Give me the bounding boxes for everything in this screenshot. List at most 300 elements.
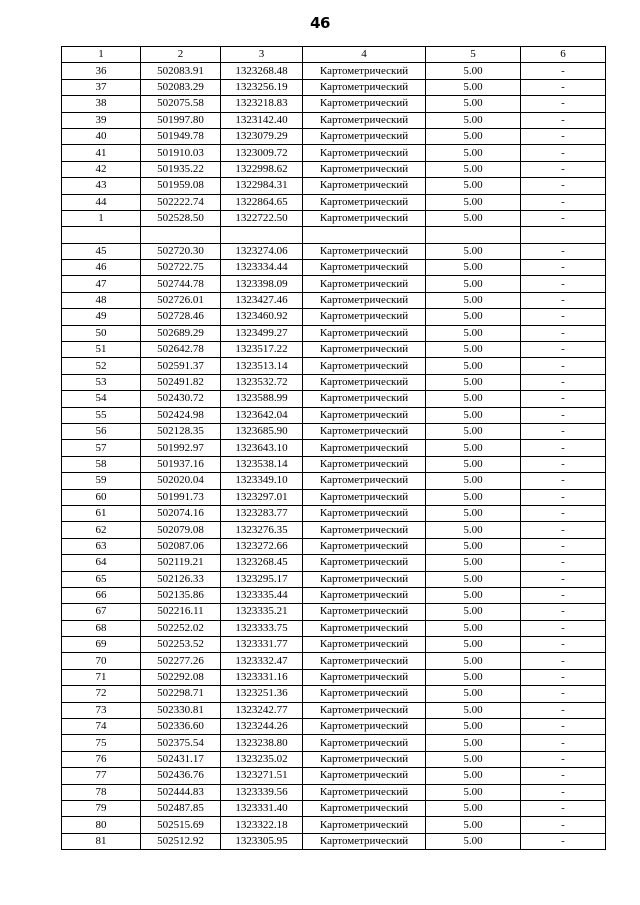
method-cell: Картометрический — [303, 800, 426, 816]
table-row — [62, 276, 606, 292]
y-coordinate-cell: 1323009.72 — [221, 145, 303, 161]
point-number-cell: 69 — [62, 637, 141, 653]
point-number-cell: 68 — [62, 620, 141, 636]
accuracy-cell: 5.00 — [426, 374, 521, 390]
table-row — [62, 522, 606, 538]
accuracy-cell: 5.00 — [426, 637, 521, 653]
point-number-cell: 53 — [62, 374, 141, 390]
y-coordinate-cell: 1323331.16 — [221, 669, 303, 685]
point-number-cell: 60 — [62, 489, 141, 505]
method-cell: Картометрический — [303, 161, 426, 177]
note-cell: - — [521, 309, 606, 325]
accuracy-cell: 5.00 — [426, 342, 521, 358]
table-row — [62, 456, 606, 472]
point-number-cell: 81 — [62, 833, 141, 849]
x-coordinate-cell: 502444.83 — [141, 784, 221, 800]
method-cell: Картометрический — [303, 96, 426, 112]
table-row — [62, 440, 606, 456]
column-header-5: 5 — [426, 47, 521, 63]
accuracy-cell: 5.00 — [426, 473, 521, 489]
note-cell: - — [521, 571, 606, 587]
method-cell: Картометрический — [303, 456, 426, 472]
y-coordinate-cell: 1323398.09 — [221, 276, 303, 292]
method-cell: Картометрический — [303, 342, 426, 358]
method-cell: Картометрический — [303, 325, 426, 341]
table-row — [62, 473, 606, 489]
accuracy-cell: 5.00 — [426, 161, 521, 177]
method-cell: Картометрический — [303, 473, 426, 489]
table-row — [62, 391, 606, 407]
note-cell: - — [521, 342, 606, 358]
method-cell: Картометрический — [303, 604, 426, 620]
x-coordinate-cell: 502298.71 — [141, 686, 221, 702]
y-coordinate-cell: 1322722.50 — [221, 210, 303, 226]
accuracy-cell: 5.00 — [426, 768, 521, 784]
y-coordinate-cell: 1322984.31 — [221, 178, 303, 194]
note-cell: - — [521, 325, 606, 341]
method-cell: Картометрический — [303, 128, 426, 144]
note-cell: - — [521, 686, 606, 702]
note-cell: - — [521, 604, 606, 620]
point-number-cell: 47 — [62, 276, 141, 292]
note-cell: - — [521, 669, 606, 685]
point-number-cell: 49 — [62, 309, 141, 325]
accuracy-cell: 5.00 — [426, 243, 521, 259]
y-coordinate-cell: 1323268.45 — [221, 555, 303, 571]
note-cell: - — [521, 358, 606, 374]
method-cell: Картометрический — [303, 440, 426, 456]
note-cell: - — [521, 817, 606, 833]
method-cell: Картометрический — [303, 505, 426, 521]
method-cell: Картометрический — [303, 407, 426, 423]
table-row — [62, 555, 606, 571]
note-cell — [521, 227, 606, 243]
point-number-cell: 74 — [62, 719, 141, 735]
accuracy-cell: 5.00 — [426, 292, 521, 308]
y-coordinate-cell: 1323218.83 — [221, 96, 303, 112]
accuracy-cell: 5.00 — [426, 620, 521, 636]
y-coordinate-cell: 1323349.10 — [221, 473, 303, 489]
point-number-cell: 37 — [62, 79, 141, 95]
point-number-cell: 40 — [62, 128, 141, 144]
table-row — [62, 374, 606, 390]
accuracy-cell: 5.00 — [426, 669, 521, 685]
note-cell: - — [521, 292, 606, 308]
note-cell: - — [521, 194, 606, 210]
note-cell: - — [521, 440, 606, 456]
method-cell: Картометрический — [303, 587, 426, 603]
table-row — [62, 407, 606, 423]
accuracy-cell: 5.00 — [426, 653, 521, 669]
point-number-cell: 46 — [62, 260, 141, 276]
x-coordinate-cell: 502528.50 — [141, 210, 221, 226]
note-cell: - — [521, 489, 606, 505]
table-row — [62, 128, 606, 144]
point-number-cell: 67 — [62, 604, 141, 620]
method-cell: Картометрический — [303, 702, 426, 718]
method-cell: Картометрический — [303, 210, 426, 226]
point-number-cell: 78 — [62, 784, 141, 800]
accuracy-cell: 5.00 — [426, 309, 521, 325]
point-number-cell: 73 — [62, 702, 141, 718]
x-coordinate-cell: 502074.16 — [141, 505, 221, 521]
accuracy-cell: 5.00 — [426, 260, 521, 276]
table-row — [62, 833, 606, 849]
accuracy-cell: 5.00 — [426, 800, 521, 816]
method-cell: Картометрический — [303, 833, 426, 849]
point-number-cell: 39 — [62, 112, 141, 128]
table-row — [62, 571, 606, 587]
note-cell: - — [521, 522, 606, 538]
x-coordinate-cell: 502436.76 — [141, 768, 221, 784]
point-number-cell: 44 — [62, 194, 141, 210]
x-coordinate-cell: 502126.33 — [141, 571, 221, 587]
accuracy-cell: 5.00 — [426, 817, 521, 833]
table-row — [62, 538, 606, 554]
x-coordinate-cell: 501949.78 — [141, 128, 221, 144]
table-row — [62, 620, 606, 636]
note-cell: - — [521, 407, 606, 423]
x-coordinate-cell: 501991.73 — [141, 489, 221, 505]
method-cell: Картометрический — [303, 292, 426, 308]
point-number-cell: 80 — [62, 817, 141, 833]
column-header-4: 4 — [303, 47, 426, 63]
x-coordinate-cell: 502087.06 — [141, 538, 221, 554]
page-number: 46 — [310, 14, 330, 32]
table-row — [62, 669, 606, 685]
x-coordinate-cell: 502083.91 — [141, 63, 221, 79]
table-row — [62, 604, 606, 620]
y-coordinate-cell: 1323335.44 — [221, 587, 303, 603]
y-coordinate-cell: 1323334.44 — [221, 260, 303, 276]
x-coordinate-cell: 502252.02 — [141, 620, 221, 636]
x-coordinate-cell: 502591.37 — [141, 358, 221, 374]
table-row — [62, 719, 606, 735]
accuracy-cell: 5.00 — [426, 145, 521, 161]
accuracy-cell: 5.00 — [426, 391, 521, 407]
accuracy-cell: 5.00 — [426, 194, 521, 210]
x-coordinate-cell: 502128.35 — [141, 423, 221, 439]
method-cell: Картометрический — [303, 391, 426, 407]
y-coordinate-cell: 1323142.40 — [221, 112, 303, 128]
note-cell: - — [521, 538, 606, 554]
y-coordinate-cell: 1323274.06 — [221, 243, 303, 259]
x-coordinate-cell: 502424.98 — [141, 407, 221, 423]
note-cell: - — [521, 423, 606, 439]
table-row — [62, 112, 606, 128]
point-number-cell: 79 — [62, 800, 141, 816]
y-coordinate-cell: 1323331.40 — [221, 800, 303, 816]
point-number-cell: 77 — [62, 768, 141, 784]
table-row — [62, 784, 606, 800]
table-row — [62, 161, 606, 177]
column-header-3: 3 — [221, 47, 303, 63]
accuracy-cell: 5.00 — [426, 571, 521, 587]
point-number-cell: 57 — [62, 440, 141, 456]
note-cell: - — [521, 637, 606, 653]
point-number-cell: 62 — [62, 522, 141, 538]
point-number-cell: 72 — [62, 686, 141, 702]
accuracy-cell: 5.00 — [426, 735, 521, 751]
table-row — [62, 423, 606, 439]
x-coordinate-cell: 502491.82 — [141, 374, 221, 390]
accuracy-cell: 5.00 — [426, 210, 521, 226]
note-cell: - — [521, 210, 606, 226]
x-coordinate-cell: 502515.69 — [141, 817, 221, 833]
table-body — [62, 63, 606, 850]
table-row — [62, 243, 606, 259]
y-coordinate-cell: 1323513.14 — [221, 358, 303, 374]
x-coordinate-cell: 502487.85 — [141, 800, 221, 816]
x-coordinate-cell: 501992.97 — [141, 440, 221, 456]
note-cell: - — [521, 833, 606, 849]
table-row — [62, 227, 606, 243]
y-coordinate-cell: 1323235.02 — [221, 751, 303, 767]
point-number-cell: 56 — [62, 423, 141, 439]
accuracy-cell: 5.00 — [426, 178, 521, 194]
method-cell: Картометрический — [303, 735, 426, 751]
accuracy-cell: 5.00 — [426, 456, 521, 472]
note-cell: - — [521, 653, 606, 669]
point-number-cell: 65 — [62, 571, 141, 587]
accuracy-cell: 5.00 — [426, 63, 521, 79]
y-coordinate-cell: 1323244.26 — [221, 719, 303, 735]
method-cell: Картометрический — [303, 358, 426, 374]
x-coordinate-cell: 502744.78 — [141, 276, 221, 292]
x-coordinate-cell: 501937.16 — [141, 456, 221, 472]
x-coordinate-cell: 502119.21 — [141, 555, 221, 571]
method-cell: Картометрический — [303, 522, 426, 538]
y-coordinate-cell: 1323643.10 — [221, 440, 303, 456]
point-number-cell: 64 — [62, 555, 141, 571]
x-coordinate-cell: 502689.29 — [141, 325, 221, 341]
point-number-cell: 71 — [62, 669, 141, 685]
accuracy-cell: 5.00 — [426, 96, 521, 112]
method-cell: Картометрический — [303, 374, 426, 390]
x-coordinate-cell: 502512.92 — [141, 833, 221, 849]
method-cell: Картометрический — [303, 309, 426, 325]
x-coordinate-cell: 502330.81 — [141, 702, 221, 718]
y-coordinate-cell: 1323251.36 — [221, 686, 303, 702]
x-coordinate-cell: 502722.75 — [141, 260, 221, 276]
table-row — [62, 489, 606, 505]
y-coordinate-cell: 1323283.77 — [221, 505, 303, 521]
x-coordinate-cell: 502216.11 — [141, 604, 221, 620]
x-coordinate-cell: 502720.30 — [141, 243, 221, 259]
table-row — [62, 260, 606, 276]
note-cell: - — [521, 751, 606, 767]
method-cell: Картометрический — [303, 489, 426, 505]
x-coordinate-cell: 502728.46 — [141, 309, 221, 325]
point-number-cell: 54 — [62, 391, 141, 407]
column-header-6: 6 — [521, 47, 606, 63]
y-coordinate-cell: 1323588.99 — [221, 391, 303, 407]
method-cell: Картометрический — [303, 784, 426, 800]
y-coordinate-cell: 1323305.95 — [221, 833, 303, 849]
note-cell: - — [521, 505, 606, 521]
note-cell: - — [521, 276, 606, 292]
x-coordinate-cell: 502430.72 — [141, 391, 221, 407]
x-coordinate-cell — [141, 227, 221, 243]
y-coordinate-cell: 1323276.35 — [221, 522, 303, 538]
note-cell: - — [521, 702, 606, 718]
method-cell: Картометрический — [303, 686, 426, 702]
table-row — [62, 751, 606, 767]
table-row — [62, 194, 606, 210]
coordinates-table — [61, 46, 606, 850]
method-cell: Картометрический — [303, 637, 426, 653]
method-cell: Картометрический — [303, 620, 426, 636]
method-cell: Картометрический — [303, 538, 426, 554]
table-row — [62, 145, 606, 161]
y-coordinate-cell — [221, 227, 303, 243]
note-cell: - — [521, 555, 606, 571]
table-row — [62, 292, 606, 308]
method-cell: Картометрический — [303, 178, 426, 194]
point-number-cell: 75 — [62, 735, 141, 751]
y-coordinate-cell: 1323339.56 — [221, 784, 303, 800]
y-coordinate-cell: 1323333.75 — [221, 620, 303, 636]
point-number-cell: 50 — [62, 325, 141, 341]
method-cell: Картометрический — [303, 112, 426, 128]
x-coordinate-cell: 502020.04 — [141, 473, 221, 489]
table-row — [62, 637, 606, 653]
note-cell: - — [521, 96, 606, 112]
accuracy-cell: 5.00 — [426, 587, 521, 603]
accuracy-cell: 5.00 — [426, 522, 521, 538]
note-cell: - — [521, 374, 606, 390]
table-row — [62, 325, 606, 341]
table-row — [62, 358, 606, 374]
y-coordinate-cell: 1323532.72 — [221, 374, 303, 390]
x-coordinate-cell: 501910.03 — [141, 145, 221, 161]
method-cell: Картометрический — [303, 817, 426, 833]
note-cell: - — [521, 243, 606, 259]
note-cell: - — [521, 260, 606, 276]
accuracy-cell: 5.00 — [426, 505, 521, 521]
table-row — [62, 63, 606, 79]
table-row — [62, 817, 606, 833]
method-cell: Картометрический — [303, 669, 426, 685]
table-row — [62, 686, 606, 702]
table-row — [62, 79, 606, 95]
point-number-cell: 63 — [62, 538, 141, 554]
accuracy-cell: 5.00 — [426, 79, 521, 95]
note-cell: - — [521, 128, 606, 144]
accuracy-cell: 5.00 — [426, 407, 521, 423]
y-coordinate-cell: 1323079.29 — [221, 128, 303, 144]
y-coordinate-cell: 1323642.04 — [221, 407, 303, 423]
y-coordinate-cell: 1323272.66 — [221, 538, 303, 554]
note-cell: - — [521, 161, 606, 177]
accuracy-cell: 5.00 — [426, 440, 521, 456]
note-cell: - — [521, 784, 606, 800]
method-cell: Картометрический — [303, 243, 426, 259]
accuracy-cell: 5.00 — [426, 604, 521, 620]
note-cell: - — [521, 587, 606, 603]
method-cell: Картометрический — [303, 653, 426, 669]
point-number-cell: 45 — [62, 243, 141, 259]
method-cell: Картометрический — [303, 571, 426, 587]
note-cell: - — [521, 473, 606, 489]
accuracy-cell: 5.00 — [426, 325, 521, 341]
column-header-1: 1 — [62, 47, 141, 63]
accuracy-cell: 5.00 — [426, 423, 521, 439]
x-coordinate-cell: 502375.54 — [141, 735, 221, 751]
y-coordinate-cell: 1323538.14 — [221, 456, 303, 472]
table-row — [62, 178, 606, 194]
x-coordinate-cell: 502079.08 — [141, 522, 221, 538]
y-coordinate-cell: 1323242.77 — [221, 702, 303, 718]
table-row — [62, 653, 606, 669]
table-row — [62, 800, 606, 816]
note-cell: - — [521, 63, 606, 79]
point-number-cell: 76 — [62, 751, 141, 767]
point-number-cell: 59 — [62, 473, 141, 489]
table-row — [62, 735, 606, 751]
accuracy-cell: 5.00 — [426, 751, 521, 767]
method-cell: Картометрический — [303, 423, 426, 439]
method-cell: Картометрический — [303, 194, 426, 210]
accuracy-cell: 5.00 — [426, 538, 521, 554]
point-number-cell: 48 — [62, 292, 141, 308]
x-coordinate-cell: 502083.29 — [141, 79, 221, 95]
x-coordinate-cell: 501959.08 — [141, 178, 221, 194]
point-number-cell: 70 — [62, 653, 141, 669]
method-cell: Картометрический — [303, 555, 426, 571]
accuracy-cell: 5.00 — [426, 358, 521, 374]
y-coordinate-cell: 1323332.47 — [221, 653, 303, 669]
table-row — [62, 210, 606, 226]
x-coordinate-cell: 502642.78 — [141, 342, 221, 358]
note-cell: - — [521, 391, 606, 407]
y-coordinate-cell: 1323271.51 — [221, 768, 303, 784]
x-coordinate-cell: 502277.26 — [141, 653, 221, 669]
y-coordinate-cell: 1322864.65 — [221, 194, 303, 210]
accuracy-cell: 5.00 — [426, 702, 521, 718]
x-coordinate-cell: 502222.74 — [141, 194, 221, 210]
point-number-cell: 1 — [62, 210, 141, 226]
point-number-cell: 66 — [62, 587, 141, 603]
table-row — [62, 309, 606, 325]
accuracy-cell: 5.00 — [426, 128, 521, 144]
table-row — [62, 702, 606, 718]
method-cell: Картометрический — [303, 768, 426, 784]
x-coordinate-cell: 501935.22 — [141, 161, 221, 177]
column-header-2: 2 — [141, 47, 221, 63]
note-cell: - — [521, 719, 606, 735]
x-coordinate-cell: 502336.60 — [141, 719, 221, 735]
x-coordinate-cell: 502431.17 — [141, 751, 221, 767]
accuracy-cell: 5.00 — [426, 276, 521, 292]
note-cell: - — [521, 79, 606, 95]
accuracy-cell: 5.00 — [426, 719, 521, 735]
point-number-cell: 51 — [62, 342, 141, 358]
table-row — [62, 768, 606, 784]
note-cell: - — [521, 735, 606, 751]
method-cell: Картометрический — [303, 79, 426, 95]
point-number-cell: 58 — [62, 456, 141, 472]
y-coordinate-cell: 1322998.62 — [221, 161, 303, 177]
point-number-cell: 38 — [62, 96, 141, 112]
method-cell: Картометрический — [303, 276, 426, 292]
point-number-cell — [62, 227, 141, 243]
method-cell — [303, 227, 426, 243]
point-number-cell: 42 — [62, 161, 141, 177]
point-number-cell: 55 — [62, 407, 141, 423]
x-coordinate-cell: 502135.86 — [141, 587, 221, 603]
method-cell: Картометрический — [303, 719, 426, 735]
